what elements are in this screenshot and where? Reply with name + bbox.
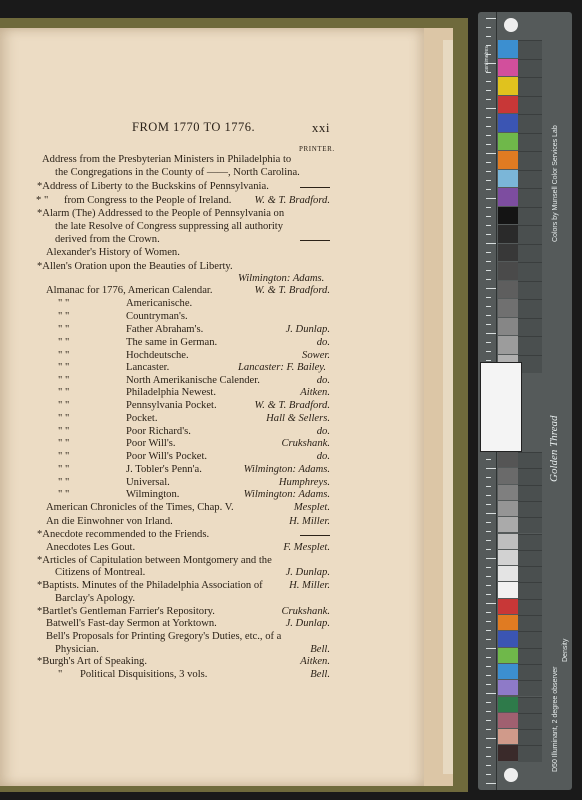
color-patch [498, 40, 518, 58]
entry-title: American Chronicles of the Times, Chap. V. [46, 502, 234, 513]
ruler-tick [486, 738, 496, 739]
entry-line [0, 207, 424, 220]
blank-publisher-rule [300, 240, 330, 241]
color-patch [498, 281, 518, 299]
patch-readout-cell [518, 566, 542, 582]
color-patch [498, 207, 518, 225]
patch-readout-cell [518, 599, 542, 615]
entry-publisher: Aitken. [300, 387, 330, 398]
entry-line [0, 592, 424, 605]
entry-line [0, 361, 424, 374]
grey-scale-patch [498, 534, 518, 549]
ruler-tick [486, 108, 496, 109]
ditto-marks: " " [58, 438, 70, 449]
ditto-marks: " " [58, 489, 70, 500]
entry-title: the late Resolve of Congress suppressing all authority [55, 221, 284, 232]
entry-title: Alexander's History of Women. [46, 247, 180, 258]
entry-line [0, 528, 424, 541]
patch-readout-cell [518, 207, 542, 226]
patch-readout-cell [518, 729, 542, 745]
entry-title: Father Abraham's. [126, 324, 204, 335]
page-number: xxi [311, 120, 330, 135]
entry-line [0, 579, 424, 592]
ruler-tick [486, 72, 491, 73]
grey-scale-patch [498, 697, 518, 712]
patch-readout-cell [518, 188, 542, 207]
patch-readout-cell [518, 336, 542, 355]
color-patch [498, 151, 518, 169]
entry-publisher: Wilmington: Adams. [238, 273, 325, 284]
ruler-tick [486, 270, 491, 271]
patch-readout-cell [518, 534, 542, 550]
entry-line [0, 284, 424, 297]
color-patch [498, 299, 518, 317]
ruler-tick [486, 297, 491, 298]
patch-readout-cell [518, 631, 542, 647]
entry-line [0, 220, 424, 233]
patch-readout-cell [518, 151, 542, 170]
patch-readout-cell [518, 468, 542, 484]
ruler-tick [486, 225, 491, 226]
patch-readout-cell [518, 615, 542, 631]
ruler-tick [486, 117, 491, 118]
entry-line [0, 463, 424, 476]
color-patch [498, 188, 518, 206]
entry-publisher: Bell. [310, 669, 330, 680]
golden-thread-target [480, 362, 522, 452]
grey-scale-patch [498, 631, 518, 646]
patch-readout-cell [518, 114, 542, 133]
ruler-tick [486, 594, 491, 595]
entry-title: *Articles of Capitulation between Montgomery and the [37, 555, 272, 566]
entry-title: Philadelphia Newest. [126, 387, 217, 398]
ruler-tick [486, 81, 491, 82]
patch-readout-cell [518, 262, 542, 281]
chart-hole-bottom [504, 768, 518, 782]
grey-scale-patch [498, 582, 518, 597]
ruler-tick [486, 198, 496, 199]
patch-readout-cell [518, 501, 542, 517]
patch-readout-cell [518, 680, 542, 696]
entry-title: *Address of Liberty to the Buckskins of Pennsylvania. [37, 181, 269, 192]
entry-line [0, 655, 424, 668]
ruler-tick [486, 585, 491, 586]
grey-scale-patch [498, 485, 518, 500]
color-patch [498, 96, 518, 114]
color-patch [498, 336, 518, 354]
color-patch [498, 77, 518, 95]
entry-title: Countryman's. [126, 311, 188, 322]
ruler-tick [486, 756, 491, 757]
entry-publisher: Wilmington: Adams. [243, 464, 330, 475]
ruler-tick [486, 171, 491, 172]
ruler-tick [486, 162, 491, 163]
grey-scale-patch [498, 745, 518, 760]
grey-scale-patch [498, 729, 518, 744]
color-patch [498, 225, 518, 243]
patch-readout-cell [518, 550, 542, 566]
entry-line [0, 566, 424, 579]
entry-line [0, 194, 424, 207]
chart-label-illuminant: D50 Illuminant, 2 degree observer [552, 666, 559, 772]
entry-line [0, 617, 424, 630]
entry-line [0, 488, 424, 501]
ditto-marks: " " [58, 337, 70, 348]
ditto-marks: " " [58, 362, 70, 373]
patch-readout-cell [518, 745, 542, 761]
entry-line [0, 323, 424, 336]
entry-title: *Bartlet's Gentleman Farrier's Repository. [37, 606, 215, 617]
patch-readout-cell [518, 59, 542, 78]
entry-title: *Allen's Oration upon the Beauties of Liberty. [37, 261, 233, 272]
ditto-marks: " " [58, 451, 70, 462]
color-patch [498, 244, 518, 262]
ditto-marks: * " [36, 195, 49, 206]
blank-publisher-rule [300, 535, 330, 536]
chart-hole-top [504, 18, 518, 32]
ruler-tick [486, 216, 491, 217]
grey-scale-patch [498, 615, 518, 630]
ruler-tick [486, 783, 496, 784]
entry-line [0, 399, 424, 412]
ruler-tick [486, 675, 491, 676]
ruler-tick [486, 540, 491, 541]
ditto-marks: " " [58, 324, 70, 335]
ruler-tick [486, 684, 491, 685]
entry-title: Wilmington. [126, 489, 180, 500]
patch-readout-cell [518, 485, 542, 501]
patch-readout-cell [518, 452, 542, 468]
entry-publisher: Humphreys. [278, 477, 330, 488]
patch-readout-cell [518, 517, 542, 533]
entry-title: *Anecdote recommended to the Friends. [37, 529, 210, 540]
grey-scale-patch [498, 501, 518, 516]
entry-title: Address from the Presbyterian Ministers in Philadelphia to [42, 154, 292, 165]
entry-line [0, 336, 424, 349]
entry-publisher: Bell. [310, 644, 330, 655]
patch-readout-cell [518, 225, 542, 244]
ruler-tick [486, 351, 491, 352]
ruler-tick [486, 315, 491, 316]
ruler-tick [486, 342, 491, 343]
printer-column-label: PRINTER. [299, 145, 335, 153]
entry-title: Americanische. [126, 298, 193, 309]
entry-title: Barclay's Apology. [55, 593, 136, 604]
patch-readout-cell [518, 299, 542, 318]
ditto-marks: " " [58, 413, 70, 424]
ruler-tick [486, 495, 491, 496]
ruler-tick [486, 504, 491, 505]
entry-title: Lancaster. [126, 362, 170, 373]
ruler-tick [486, 126, 491, 127]
ruler-tick [486, 531, 491, 532]
patch-readout-cell [518, 281, 542, 300]
ruler-tick [486, 477, 491, 478]
entry-line [0, 437, 424, 450]
ruler-tick [486, 486, 491, 487]
ditto-marks: " " [58, 375, 70, 386]
grey-scale-patch [498, 452, 518, 467]
ruler-tick [486, 522, 491, 523]
entry-title: Pocket. [126, 413, 158, 424]
entry-publisher: Aitken. [300, 656, 330, 667]
entry-title: *Alarm (The) Addressed to the People of Pennsylvania on [37, 208, 285, 219]
entry-title: North Amerikanische Calender. [126, 375, 260, 386]
ruler-tick [486, 207, 491, 208]
ruler-tick [486, 648, 496, 649]
ruler-tick [486, 630, 491, 631]
ditto-marks: " " [58, 387, 70, 398]
ruler-tick [486, 234, 491, 235]
ditto-marks: " " [58, 477, 70, 488]
entry-publisher: do. [316, 375, 330, 386]
entry-line [0, 180, 424, 193]
entry-publisher: Mesplet. [293, 502, 330, 513]
ruler-tick [486, 549, 491, 550]
entry-line [0, 386, 424, 399]
ruler-tick [486, 774, 491, 775]
entry-publisher: H. Miller. [289, 580, 330, 591]
entry-title: Almanac for 1776, American Calendar. [46, 285, 213, 296]
ruler-tick [486, 252, 491, 253]
entry-line [0, 246, 424, 259]
ruler-tick [486, 243, 496, 244]
entry-line [0, 541, 424, 554]
patch-readout-cell [518, 318, 542, 337]
entry-line [0, 515, 424, 528]
entry-publisher: H. Miller. [289, 516, 330, 527]
entry-title: derived from the Crown. [55, 234, 160, 245]
patch-readout-cell [518, 244, 542, 263]
entry-publisher: Crukshank. [281, 606, 330, 617]
ruler-tick [486, 144, 491, 145]
ruler-tick [486, 576, 491, 577]
ruler-tick [486, 729, 491, 730]
ruler-tick [486, 153, 496, 154]
entry-line [0, 153, 424, 166]
color-patch [498, 59, 518, 77]
ruler-tick [486, 27, 491, 28]
color-patch [498, 262, 518, 280]
patch-readout-cell [518, 133, 542, 152]
ruler-tick [486, 180, 491, 181]
color-patch [498, 114, 518, 132]
patch-readout-cell [518, 170, 542, 189]
ruler-tick [486, 720, 491, 721]
grey-scale-patch [498, 468, 518, 483]
entry-publisher: Lancaster: F. Bailey. [238, 362, 327, 373]
entry-publisher: Crukshank. [281, 438, 330, 449]
entry-title: Universal. [126, 477, 170, 488]
ruler-tick [486, 747, 491, 748]
entry-publisher: W. & T. Bradford. [254, 195, 330, 206]
entry-line [0, 501, 424, 514]
ruler-tick [486, 765, 491, 766]
ruler-tick [486, 621, 491, 622]
entry-title: *Baptists. Minutes of the Philadelphia Association of [37, 580, 263, 591]
entry-title: Physician. [55, 644, 99, 655]
entry-publisher: J. Dunlap. [285, 618, 330, 629]
ruler-tick [486, 18, 496, 19]
ditto-marks: " [58, 669, 63, 680]
entry-publisher: do. [316, 451, 330, 462]
entry-publisher: F. Mesplet. [283, 542, 330, 553]
ruler-tick [486, 711, 491, 712]
entry-title: Batwell's Fast-day Sermon at Yorktown. [46, 618, 217, 629]
ruler-tick [486, 90, 491, 91]
ruler-tick [486, 36, 491, 37]
ruler-tick [486, 468, 496, 469]
entry-publisher: Hall & Sellers. [266, 413, 330, 424]
entry-line [0, 310, 424, 323]
patch-readout-cell [518, 664, 542, 680]
entry-title: The same in German. [126, 337, 218, 348]
grey-scale-patch [498, 599, 518, 614]
ditto-marks: " " [58, 311, 70, 322]
ruler-tick [486, 639, 491, 640]
entry-title: the Congregations in the County of ——, North Carolina. [55, 167, 300, 178]
entry-publisher: W. & T. Bradford. [254, 285, 330, 296]
entry-publisher: do. [316, 426, 330, 437]
patch-readout-cell [518, 77, 542, 96]
entry-title: Poor Richard's. [126, 426, 191, 437]
ruler-tick [486, 693, 496, 694]
ditto-marks: " " [58, 464, 70, 475]
chart-label-golden-thread: Golden Thread [548, 415, 560, 482]
ruler-tick [486, 702, 491, 703]
entry-publisher: Wilmington: Adams. [243, 489, 330, 500]
entry-publisher: J. Dunlap. [285, 324, 330, 335]
ruler-tick [486, 333, 496, 334]
grey-scale-patch [498, 713, 518, 728]
entry-publisher: Sower. [302, 350, 330, 361]
ruler-tick [486, 261, 491, 262]
chart-label-density: Density [562, 638, 569, 662]
ruler-tick [486, 324, 491, 325]
ruler-tick [486, 558, 496, 559]
entry-line [0, 630, 424, 643]
grey-scale-patch [498, 680, 518, 695]
ditto-marks: " " [58, 400, 70, 411]
ruler-tick [486, 513, 496, 514]
chart-label-munsell: Colors by Munsell Color Services Lab [552, 125, 559, 242]
ruler-tick [486, 306, 491, 307]
entry-title: Poor Will's. [126, 438, 176, 449]
entry-title: *Burgh's Art of Speaking. [37, 656, 148, 667]
grey-scale-patch [498, 664, 518, 679]
ruler-tick [486, 360, 491, 361]
entry-title: An die Einwohner von Irland. [46, 516, 173, 527]
ruler-tick [486, 99, 491, 100]
ruler-tick [486, 135, 491, 136]
ruler-tick [486, 567, 491, 568]
ruler-tick [486, 459, 491, 460]
entry-title: Anecdotes Les Gout. [46, 542, 136, 553]
grey-scale-patch [498, 648, 518, 663]
grey-scale-patch [498, 517, 518, 532]
ditto-marks: " " [58, 426, 70, 437]
chart-label-centimetres: centimetres [484, 46, 490, 72]
entry-line [0, 233, 424, 246]
entry-title: Pennsylvania Pocket. [126, 400, 217, 411]
ruler-tick [486, 603, 496, 604]
patch-readout-cell [518, 648, 542, 664]
blank-publisher-rule [300, 187, 330, 188]
ruler-tick [486, 288, 496, 289]
patch-readout-cell [518, 40, 542, 59]
entry-title: Poor Will's Pocket. [126, 451, 208, 462]
entry-title: Political Disquisitions, 3 vols. [80, 669, 208, 680]
entry-line [0, 412, 424, 425]
entry-publisher: do. [316, 337, 330, 348]
color-calibration-chart [478, 12, 572, 790]
ditto-marks: " " [58, 298, 70, 309]
color-patch [498, 170, 518, 188]
patch-readout-cell [518, 96, 542, 115]
entry-line [0, 297, 424, 310]
entry-line [0, 166, 424, 179]
grey-scale-patch [498, 550, 518, 565]
color-patch [498, 318, 518, 336]
ruler-tick [486, 612, 491, 613]
ruler-tick [486, 279, 491, 280]
patch-readout-cell [518, 582, 542, 598]
book-page [0, 28, 424, 786]
entry-publisher: J. Dunlap. [285, 567, 330, 578]
ditto-marks: " " [58, 350, 70, 361]
entry-title: Hochdeutsche. [126, 350, 189, 361]
ruler-tick [486, 189, 491, 190]
entry-publisher: W. & T. Bradford. [254, 400, 330, 411]
entry-title: Citizens of Montreal. [55, 567, 146, 578]
ruler-tick [486, 666, 491, 667]
entry-line [0, 668, 424, 681]
color-patch [498, 133, 518, 151]
ruler-tick [486, 657, 491, 658]
entry-title: from Congress to the People of Ireland. [64, 195, 232, 206]
page-edge-inner [443, 40, 453, 774]
entry-line [0, 450, 424, 463]
patch-readout-cell [518, 697, 542, 713]
grey-scale-patch [498, 566, 518, 581]
patch-readout-cell [518, 713, 542, 729]
entry-title: Bell's Proposals for Printing Gregory's Duties, etc., of a [46, 631, 282, 642]
entry-title: J. Tobler's Penn'a. [126, 464, 202, 475]
running-head: FROM 1770 TO 1776. [132, 120, 256, 134]
